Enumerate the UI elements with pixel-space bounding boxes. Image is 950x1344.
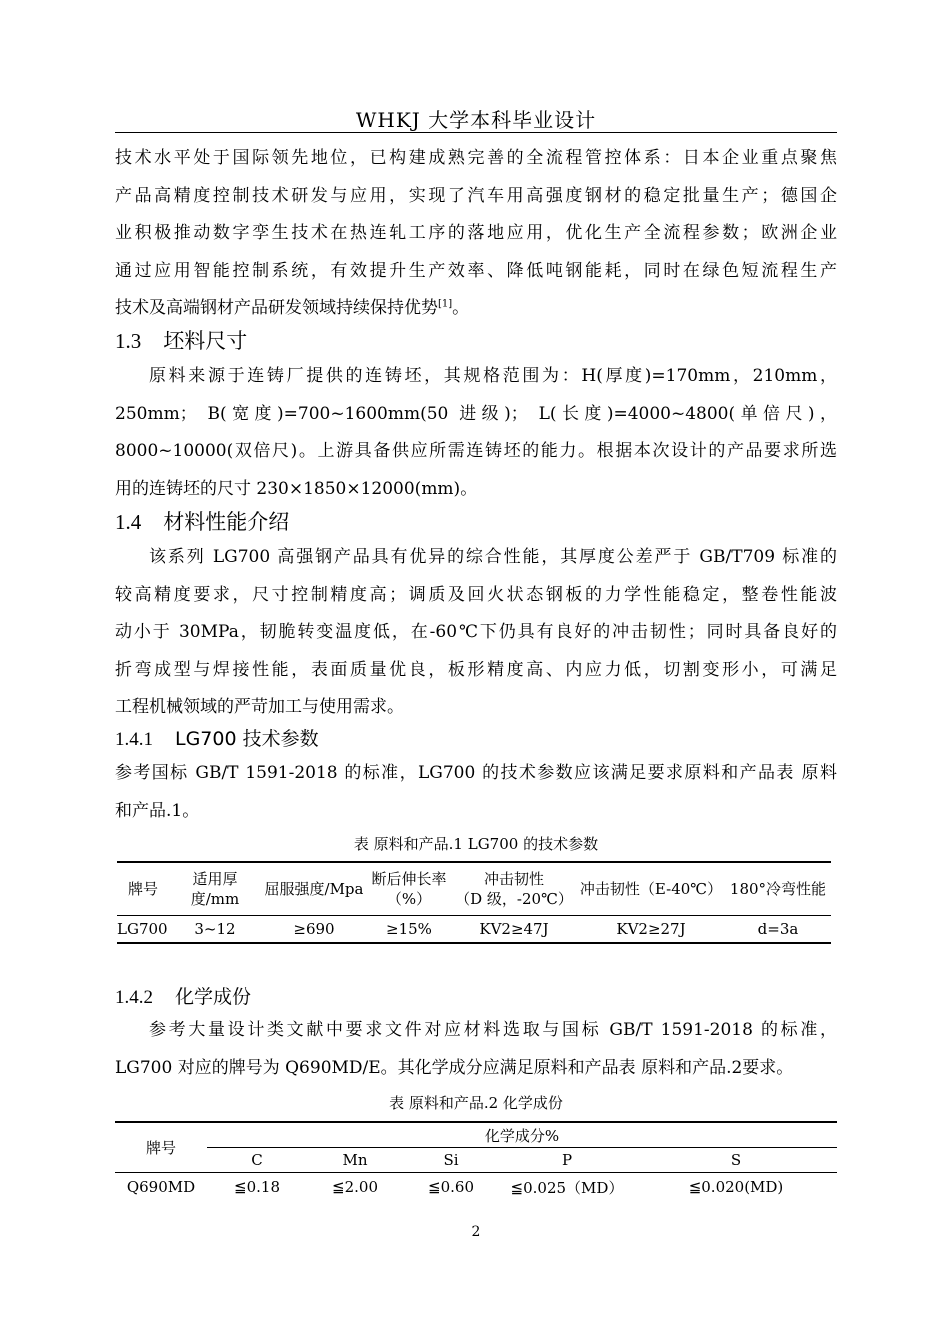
text-line: 和产品.1。 [115,800,200,821]
section-1-4-2-paragraph [115,1012,837,1087]
table-cell: ≦0.18 [234,1178,280,1196]
table-2-caption: 表 原料和产品.2 化学成份 [389,1094,563,1112]
column-header: Mn [307,1148,403,1173]
text-line: 产品高精度控制技术研发与应用，实现了汽车用高强度钢材的稳定批量生产；德国企 [115,185,837,206]
column-header: S [635,1148,837,1173]
table-header-row [117,862,831,916]
citation: [1] [438,298,453,310]
technical-parameters-table [117,861,831,944]
table-cell: ≦0.025（MD） [510,1178,624,1197]
column-header: 断后伸长率 （%） [367,862,451,916]
section-title: 化学成份 [175,986,252,1008]
text-line: LG700 对应的牌号为 Q690MD/E。其化学成分应满足原料和产品表 原料和产品.2要求。 [115,1057,794,1078]
section-number: 1.4.1 [115,729,153,750]
group-header: 化学成分% [207,1122,837,1148]
text-line: 250mm； B(宽度)=700~1600mm(50 进级)； L(长度)=4000~4800(单倍尺)， [115,403,837,424]
intro-paragraph [115,140,837,328]
text-span: 。 [452,298,470,318]
column-header: 冲击韧性（E-40℃） [577,862,725,916]
section-title: 材料性能介绍 [163,510,290,534]
table-cell: d=3a [757,920,799,938]
section-heading-1-3 [115,325,247,355]
column-header: 牌号 [117,862,169,916]
text-line: 工程机械领域的严苛加工与使用需求。 [115,697,404,717]
text-line [115,290,837,328]
text-line: 较高精度要求，尺寸控制精度高；调质及回火状态钢板的力学性能稳定，整卷性能波 [115,584,837,605]
table-cell: ≦0.60 [428,1178,474,1196]
section-heading-1-4-2 [115,982,251,1009]
text-line: 技术水平处于国际领先地位，已构建成熟完善的全流程管控体系：日本企业重点聚焦 [115,148,837,168]
column-header: 180°冷弯性能 [725,862,831,916]
page-header-title: WHKJ 大学本科毕业设计 [355,108,597,132]
section-title: 坯料尺寸 [163,329,248,353]
section-title: LG700 技术参数 [175,728,319,750]
table-cell: KV2≥47J [479,920,549,938]
column-header: 适用厚度/mm [169,862,261,916]
table-cell: ≥690 [293,920,335,938]
text-line: 动小于 30MPa，韧脆转变温度低，在-60℃下仍具有良好的冲击韧性；同时具备良好的 [115,622,837,642]
section-number: 1.4.2 [115,987,153,1008]
section-1-3-paragraph [115,358,837,508]
text-line: 参考国标 GB/T 1591-2018 的标准，LG700 的技术参数应该满足要求原料和产品表 原料 [115,763,837,783]
text-line: 折弯成型与焊接性能，表面质量优良，板形精度高、内应力低，切割变形小，可满足 [115,659,837,680]
text-line: 该系列 LG700 高强钢产品具有优异的综合性能，其厚度公差严于 GB/T709 标准的 [149,547,837,567]
column-header: 冲击韧性 （D 级，-20℃） [451,862,577,916]
table-row [115,1173,837,1202]
table-cell: ≥15% [386,920,432,938]
table-header-row [115,1122,837,1148]
text-line: 业积极推动数字孪生技术在热连轧工序的落地应用，优化生产全流程参数；欧洲企业 [115,223,837,243]
table-cell: Q690MD [126,1178,196,1196]
table-1-caption: 表 原料和产品.1 LG700 的技术参数 [353,835,599,853]
table-cell: LG700 [117,920,168,938]
text-span: 技术及高端钢材产品研发领域持续保持优势 [115,298,438,318]
header-rule [115,132,837,133]
text-line: 用的连铸坯的尺寸 230×1850×12000(mm)。 [115,478,478,499]
column-header: P [499,1148,635,1173]
column-header: 牌号 [115,1122,207,1173]
section-1-4-1-paragraph [115,755,837,830]
column-header: 屈服强度/Mpa [261,862,367,916]
chemical-composition-table [115,1121,837,1201]
section-number: 1.4 [115,510,142,534]
section-heading-1-4-1 [115,724,319,751]
table-header-row [115,1148,837,1173]
table-cell: KV2≥27J [616,920,686,938]
text-line: 参考大量设计类文献中要求文件对应材料选取与国标 GB/T 1591-2018 的标准， [149,1020,837,1040]
section-heading-1-4 [115,506,289,536]
page-number: 2 [471,1224,481,1240]
table-cell: ≦0.020(MD) [688,1178,784,1196]
text-line: 8000~10000(双倍尺)。上游具备供应所需连铸坯的能力。根据本次设计的产品要求所选 [115,441,837,461]
table-row [117,916,831,944]
column-header: Si [403,1148,499,1173]
section-1-4-paragraph [115,539,837,727]
table-cell: ≦2.00 [332,1178,378,1196]
text-line: 通过应用智能控制系统，有效提升生产效率、降低吨钢能耗，同时在绿色短流程生产 [115,260,837,281]
column-header: C [207,1148,307,1173]
table-cell: 3~12 [194,920,236,938]
section-number: 1.3 [115,329,142,353]
text-line: 原料来源于连铸厂提供的连铸坯，其规格范围为：H(厚度)=170mm，210mm， [149,366,837,386]
